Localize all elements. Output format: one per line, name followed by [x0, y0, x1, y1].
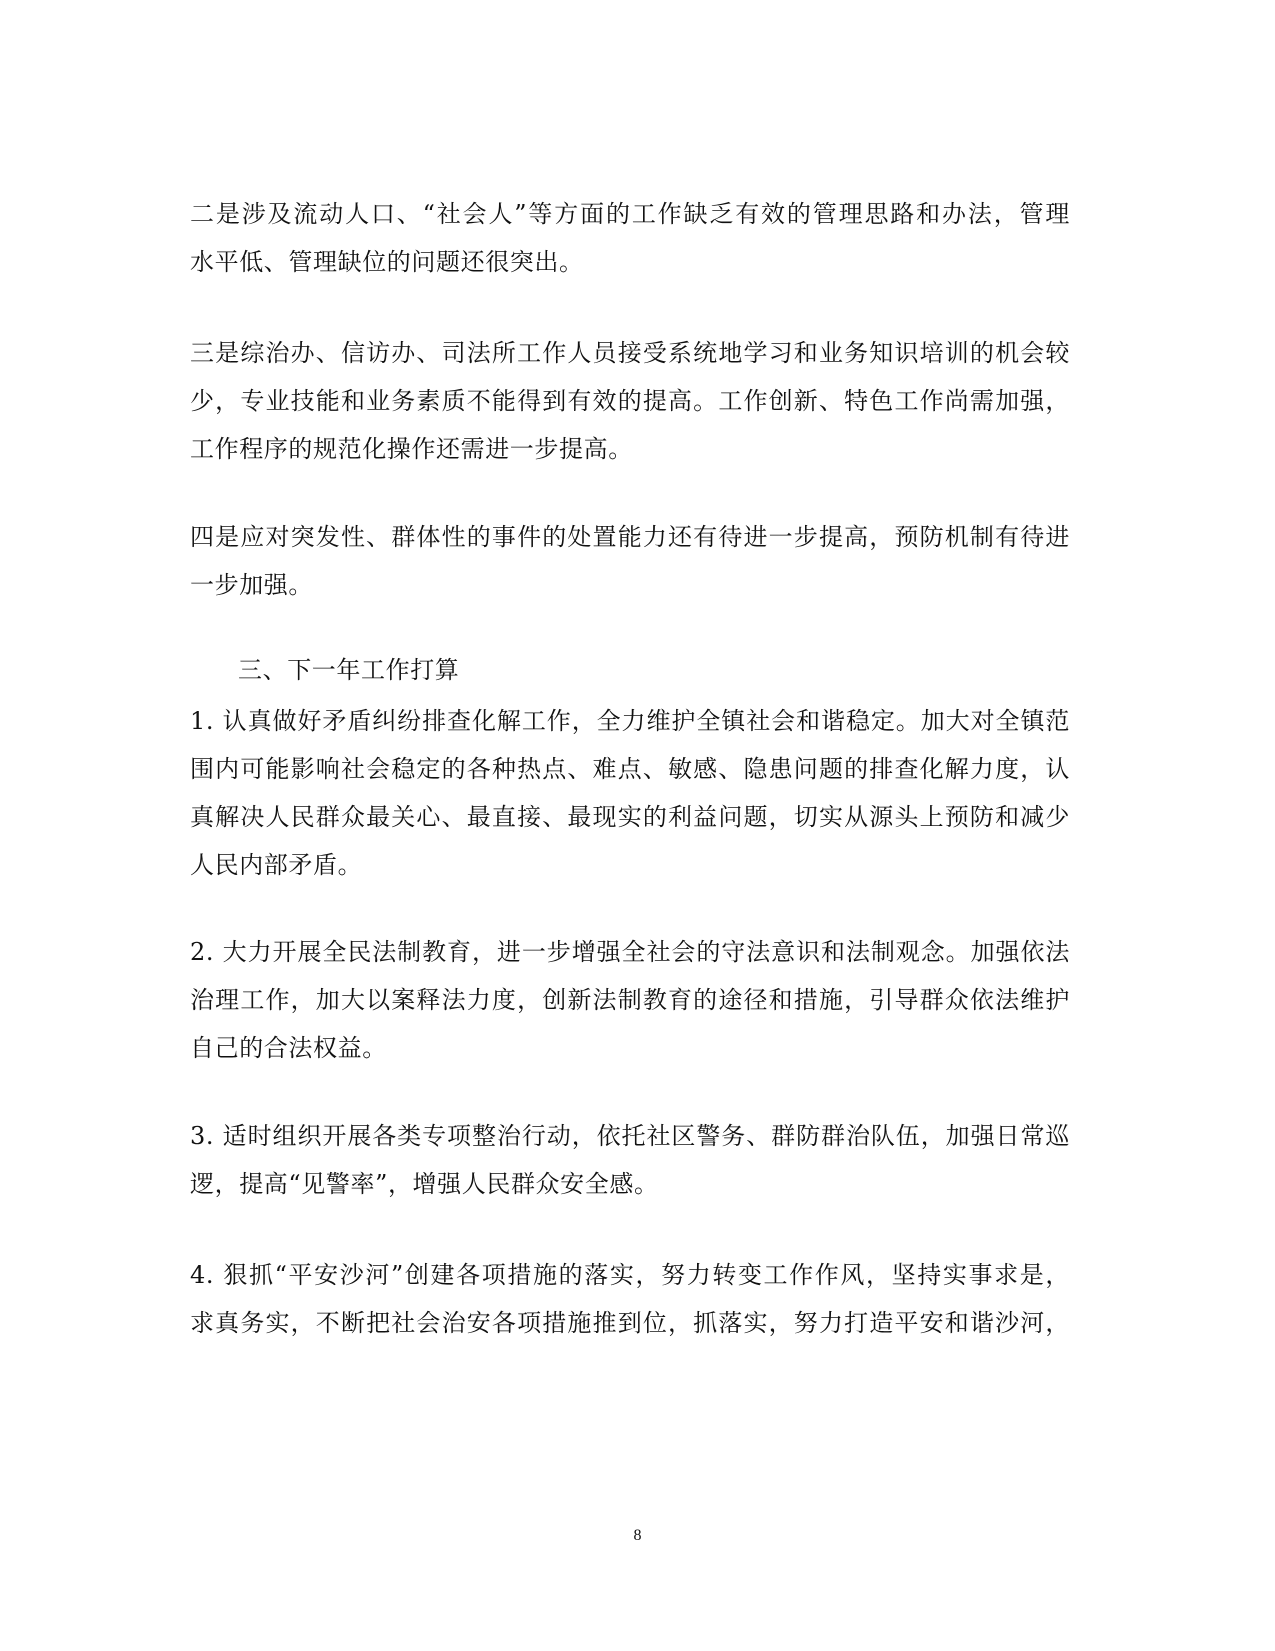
text-line: 真解决人民群众最关心、最直接、最现实的利益问题，切实从源头上预防和减少	[190, 803, 1070, 831]
text-line: 1. 认真做好矛盾纠纷排查化解工作，全力维护全镇社会和谐稳定。加大对全镇范	[190, 707, 1070, 735]
paragraph-problem-2	[190, 190, 1070, 286]
text-line: 自己的合法权益。	[190, 1034, 387, 1062]
plan-item-3	[190, 1112, 1070, 1208]
text-line: 逻，提高“见警率”，增强人民群众安全感。	[190, 1170, 659, 1198]
text-line: 四是应对突发性、群体性的事件的处置能力还有待进一步提高，预防机制有待进	[190, 523, 1070, 551]
text-line: 三是综治办、信访办、司法所工作人员接受系统地学习和业务知识培训的机会较	[190, 339, 1070, 367]
text-line: 围内可能影响社会稳定的各种热点、难点、敏感、隐患问题的排查化解力度，认	[190, 755, 1070, 783]
text-line: 水平低、管理缺位的问题还很突出。	[190, 248, 584, 276]
text-line: 3. 适时组织开展各类专项整治行动，依托社区警务、群防群治队伍，加强日常巡	[190, 1122, 1070, 1150]
paragraph-problem-4	[190, 513, 1070, 609]
paragraph-problem-3	[190, 329, 1070, 473]
text-line: 一步加强。	[190, 571, 313, 599]
text-line: 人民内部矛盾。	[190, 851, 363, 879]
page-number: 8	[633, 1527, 642, 1544]
text-line: 二是涉及流动人口、“社会人”等方面的工作缺乏有效的管理思路和办法，管理	[190, 200, 1070, 228]
plan-item-4	[190, 1251, 1070, 1347]
text-line: 求真务实，不断把社会治安各项措施推到位，抓落实，努力打造平安和谐沙河，	[190, 1309, 1070, 1337]
text-line: 治理工作，加大以案释法力度，创新法制教育的途径和措施，引导群众依法维护	[190, 986, 1070, 1014]
plan-item-1	[190, 697, 1070, 889]
text-line: 少，专业技能和业务素质不能得到有效的提高。工作创新、特色工作尚需加强，	[190, 387, 1070, 415]
plan-item-2	[190, 928, 1070, 1072]
text-line: 工作程序的规范化操作还需进一步提高。	[190, 435, 633, 463]
text-line: 2. 大力开展全民法制教育，进一步增强全社会的守法意识和法制观念。加强依法	[190, 938, 1070, 966]
section-heading: 三、下一年工作打算	[238, 656, 460, 684]
text-line: 4. 狠抓“平安沙河”创建各项措施的落实，努力转变工作作风，坚持实事求是，	[190, 1261, 1070, 1289]
